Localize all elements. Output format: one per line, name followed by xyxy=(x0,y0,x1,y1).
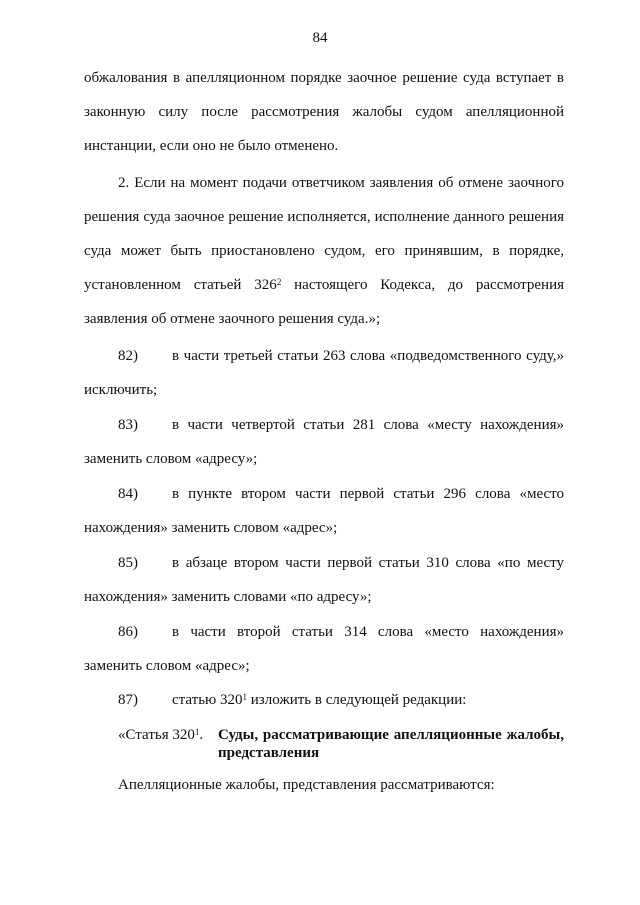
item-text: в пункте втором части первой статьи 296 слова «место xyxy=(172,486,564,502)
page-number: 84 xyxy=(312,30,328,46)
text-line: суда может быть приостановлено судом, его принявшим, в порядке, xyxy=(84,243,564,259)
item-continuation: заменить словом «адресу»; xyxy=(84,451,258,467)
item-number: 86) xyxy=(118,624,138,640)
item-number: 83) xyxy=(118,417,138,433)
article-label xyxy=(118,726,203,744)
article-title: представления xyxy=(218,745,320,761)
text-line: заявления об отмене заочного решения суда.»; xyxy=(84,311,381,327)
item-number: 85) xyxy=(118,555,138,571)
item-text: в части второй статьи 314 слова «место нахождения» xyxy=(172,624,564,640)
article-title: Суды, рассматривающие апелляционные жалобы, xyxy=(218,727,564,743)
item-text: в абзаце втором части первой статьи 310 слова «по месту xyxy=(172,555,564,571)
text-fragment: статью 320 xyxy=(172,692,243,708)
text-line: решения суда заочное решение исполняется, исполнение данного решения xyxy=(84,209,564,225)
text-fragment: установленном статьей 326 xyxy=(84,277,277,293)
text-fragment: настоящего Кодекса, до рассмотрения xyxy=(281,277,565,293)
item-number: 84) xyxy=(118,486,138,502)
text-fragment: . xyxy=(199,727,204,743)
text-fragment: «Статья 320 xyxy=(118,727,195,743)
item-text xyxy=(172,691,564,709)
text-line: инстанции, если оно не было отменено. xyxy=(84,138,339,154)
item-text: в части четвертой статьи 281 слова «месту нахождения» xyxy=(172,417,564,433)
superscript: 1 xyxy=(242,692,248,702)
text-line: обжалования в апелляционном порядке заочное решение суда вступает в xyxy=(84,70,564,86)
superscript: 2 xyxy=(276,277,282,287)
text-line xyxy=(84,276,564,294)
item-continuation: нахождения» заменить словами «по адресу»; xyxy=(84,589,372,605)
text-line: законную силу после рассмотрения жалобы судом апелляционной xyxy=(84,104,564,120)
item-text: в части третьей статьи 263 слова «подведомственного суду,» xyxy=(172,348,564,364)
item-continuation: заменить словом «адрес»; xyxy=(84,658,250,674)
superscript: 1 xyxy=(194,727,200,737)
item-continuation: нахождения» заменить словом «адрес»; xyxy=(84,520,338,536)
text-fragment: изложить в следующей редакции: xyxy=(247,692,467,708)
text-line: 2. Если на момент подачи ответчиком заявления об отмене заочного xyxy=(118,175,564,191)
text-line: Апелляционные жалобы, представления рассматриваются: xyxy=(118,777,495,793)
item-continuation: исключить; xyxy=(84,382,158,398)
item-number: 82) xyxy=(118,348,138,364)
item-number: 87) xyxy=(118,692,138,708)
